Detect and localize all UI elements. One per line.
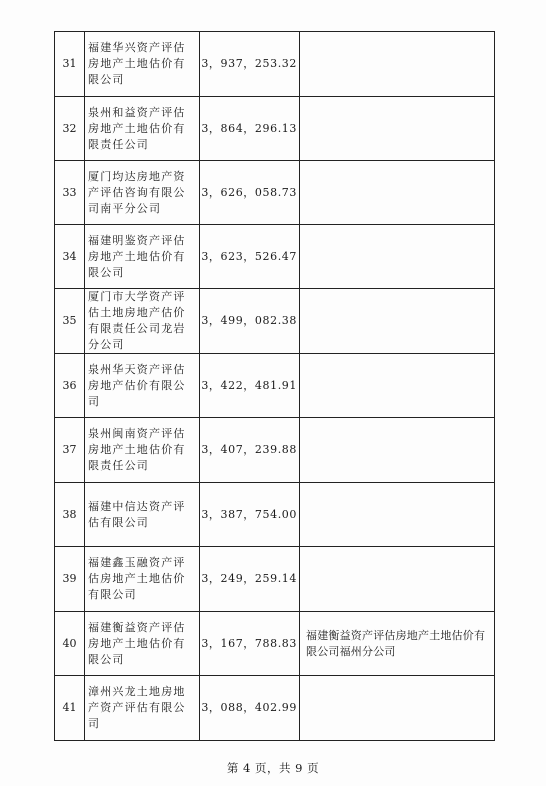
row-number: 31 [55, 32, 85, 97]
amount-value: 3，499，082.38 [200, 289, 300, 354]
firm-name: 泉州和益资产评估房地产土地估价有限责任公司 [85, 97, 200, 161]
row-number: 34 [55, 225, 85, 289]
table-row [55, 676, 495, 741]
firm-name: 厦门均达房地产资产评估咨询有限公司南平分公司 [85, 161, 200, 225]
remark-cell [300, 676, 495, 741]
table-row [55, 97, 495, 161]
table-row [55, 483, 495, 547]
remark-cell [300, 354, 495, 418]
page-number-footer: 第 4 页，共 9 页 [226, 761, 320, 775]
firm-name: 福建华兴资产评估房地产土地估价有限公司 [85, 32, 200, 97]
firm-name: 泉州华天资产评估房地产估价有限公司 [85, 354, 200, 418]
table-row [55, 225, 495, 289]
amount-value: 3，864，296.13 [200, 97, 300, 161]
remark-cell [300, 32, 495, 97]
row-number: 36 [55, 354, 85, 418]
remark-cell [300, 418, 495, 483]
firm-name: 福建中信达资产评估有限公司 [85, 483, 200, 547]
amount-value: 3，387，754.00 [200, 483, 300, 547]
remark-cell: 福建衡益资产评估房地产土地估价有限公司福州分公司 [300, 612, 495, 676]
row-number: 41 [55, 676, 85, 741]
amount-value: 3，623，526.47 [200, 225, 300, 289]
amount-value: 3，937，253.32 [200, 32, 300, 97]
appraisal-firm-table [54, 31, 495, 741]
firm-name: 厦门市大学资产评估土地房地产估价有限责任公司龙岩分公司 [85, 289, 200, 354]
remark-cell [300, 225, 495, 289]
firm-name: 漳州兴龙土地房地产资产评估有限公司 [85, 676, 200, 741]
amount-value: 3，167，788.83 [200, 612, 300, 676]
row-number: 40 [55, 612, 85, 676]
remark-cell [300, 483, 495, 547]
remark-cell [300, 161, 495, 225]
firm-name: 泉州闽南资产评估房地产土地估价有限责任公司 [85, 418, 200, 483]
amount-value: 3，626，058.73 [200, 161, 300, 225]
row-number: 38 [55, 483, 85, 547]
remark-cell [300, 289, 495, 354]
table-row [55, 32, 495, 97]
amount-value: 3，249，259.14 [200, 547, 300, 612]
table-row [55, 161, 495, 225]
remark-cell [300, 97, 495, 161]
table-row [55, 289, 495, 354]
amount-value: 3，422，481.91 [200, 354, 300, 418]
remark-cell [300, 547, 495, 612]
row-number: 39 [55, 547, 85, 612]
firm-name: 福建衡益资产评估房地产土地估价有限公司 [85, 612, 200, 676]
row-number: 35 [55, 289, 85, 354]
firm-name: 福建明鉴资产评估房地产土地估价有限公司 [85, 225, 200, 289]
table-row [55, 354, 495, 418]
amount-value: 3，407，239.88 [200, 418, 300, 483]
table-row [55, 612, 495, 676]
table-row [55, 418, 495, 483]
row-number: 33 [55, 161, 85, 225]
amount-value: 3，088，402.99 [200, 676, 300, 741]
row-number: 37 [55, 418, 85, 483]
firm-name: 福建鑫玉融资产评估房地产土地估价有限公司 [85, 547, 200, 612]
row-number: 32 [55, 97, 85, 161]
table-row [55, 547, 495, 612]
